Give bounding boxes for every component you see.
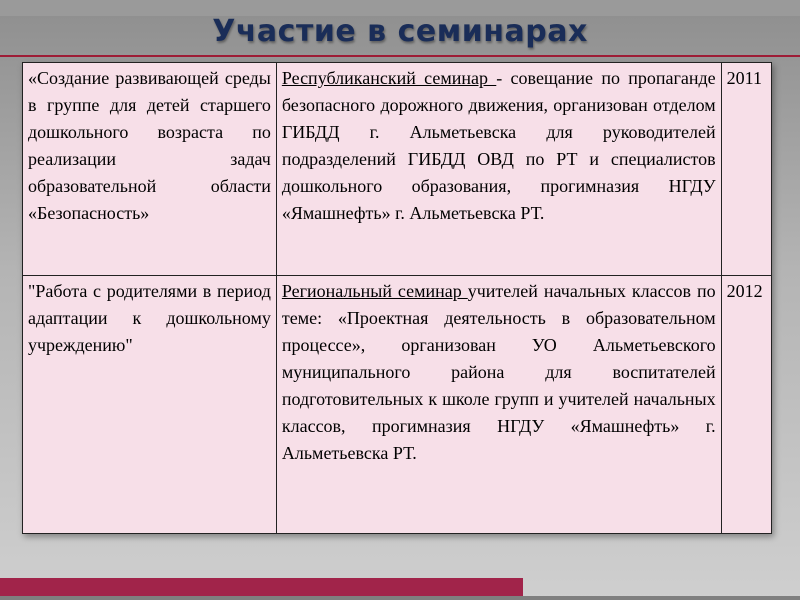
event-details: учителей начальных классов по теме: «Проектная деятельность в образовательном процессе», организован УО Альметьевского муниципального района для воспитателей подготовительных к школе групп и учителей начальных классов, прогимназия НГДУ «Ямашнефть» г. Альметьевска РТ. xyxy=(281,281,716,463)
table-row xyxy=(23,63,772,276)
event-type: Республиканский семинар xyxy=(281,68,497,88)
year-cell: 2012 xyxy=(721,276,771,534)
event-cell xyxy=(276,276,721,534)
topic-cell: "Работа с родителями в период адаптации к дошкольному учреждению" xyxy=(23,276,277,534)
topic-cell: «Создание развивающей среды в группе для детей старшего дошкольного возраста по реализации задач образовательной области «Безопасность» xyxy=(23,63,277,276)
title-divider xyxy=(0,55,800,57)
event-details: - совещание по пропаганде безопасного дорожного движения, организован отделом ГИБДД г. Альметьевска для руководителей подразделений ГИБДД ОВД по РТ и специалистов дошкольного образования, прогимназия НГДУ «Ямашнефть» г. Альметьевска РТ. xyxy=(281,68,716,223)
bottom-accent-bar xyxy=(0,578,523,596)
bottom-strip xyxy=(0,596,800,600)
year-cell: 2011 xyxy=(721,63,771,276)
page-title: Участие в семинарах xyxy=(212,14,588,49)
event-cell xyxy=(276,63,721,276)
seminar-table xyxy=(22,62,772,534)
event-type: Региональный семинар xyxy=(281,281,468,301)
table-row xyxy=(23,276,772,534)
